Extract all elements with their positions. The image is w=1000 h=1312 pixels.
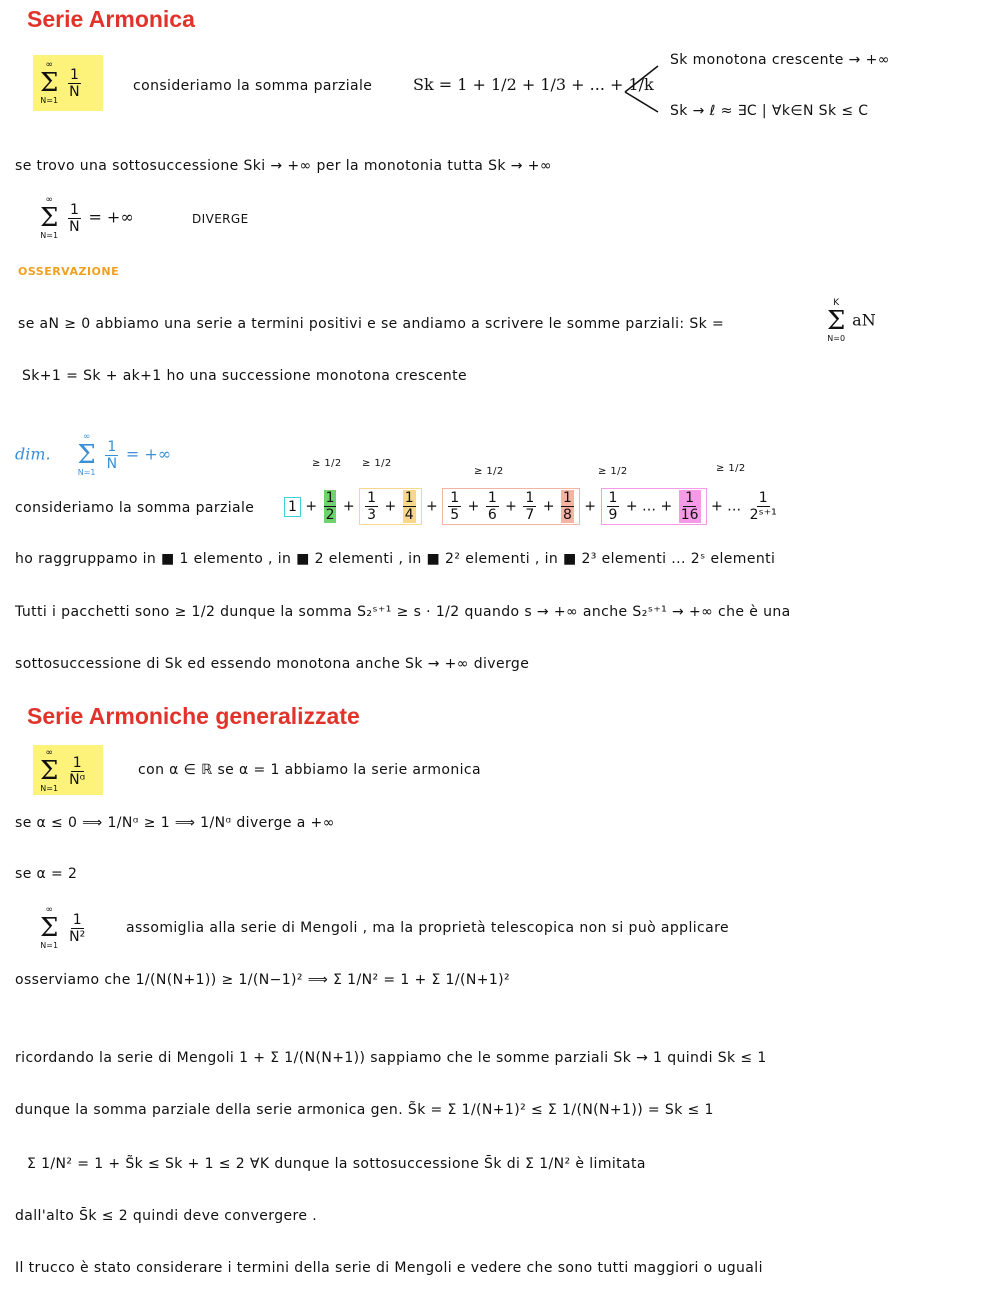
ge-half-1: ≥ 1/2 xyxy=(312,458,342,469)
dim-block: dim. ∞ Σ N=1 $\frac{1}{N}$ = +∞ xyxy=(15,432,172,477)
case-alpha-2: se α = 2 xyxy=(15,866,78,882)
diverge-label: DIVERGE xyxy=(192,212,249,226)
packets-line: Tutti i pacchetti sono ≥ 1/2 dunque la somma S₂ˢ⁺¹ ≥ s · 1/2 quando s → +∞ anche S₂ˢ⁺¹ → +∞ che è una xyxy=(15,604,791,620)
partial-gen-line: dunque la somma parziale della serie armonica gen. S̃k = Σ 1/(N+1)² ≤ Σ 1/(N(N+1)) = Sk ≤ 1 xyxy=(15,1102,714,1118)
bound-line-2: dall'alto S̄k ≤ 2 quindi deve convergere . xyxy=(15,1208,318,1224)
osservazione-label: OSSERVAZIONE xyxy=(18,265,120,278)
intro-text: consideriamo la somma parziale xyxy=(133,78,373,94)
case-alpha-le-0: se α ≤ 0 ⟹ 1/Nᵅ ≥ 1 ⟹ 1/Nᵅ diverge a +∞ xyxy=(15,815,335,831)
harmonic-series: ∞ Σ N=1 $\frac{1}{N}$ xyxy=(40,60,80,105)
obs-line2: Sk+1 = Sk + ak+1 ho una successione monotona crescente xyxy=(22,368,468,384)
branch-bottom: Sk → ℓ ≈ ∃C | ∀k∈N Sk ≤ C xyxy=(670,103,869,119)
ge-half-2: ≥ 1/2 xyxy=(362,458,392,469)
partial-sum-formula: Sk = 1 + 1/2 + 1/3 + ... + 1/k xyxy=(413,75,654,94)
compare-line: osserviamo che 1/(N(N+1)) ≥ 1/(N−1)² ⟹ Σ 1/N² = 1 + Σ 1/(N+1)² xyxy=(15,972,511,988)
obs-line1: se aN ≥ 0 abbiamo una serie a termini positivi e se andiamo a scrivere le somme parziali: Sk = xyxy=(18,316,725,332)
grouping-intro: consideriamo la somma parziale xyxy=(15,500,255,516)
bound-line: Σ 1/N² = 1 + S̃k ≤ Sk + 1 ≤ 2 ∀K dunque la sottosuccessione S̄k di Σ 1/N² è limitata xyxy=(27,1156,646,1172)
grouped-partial-sum: 1 + $\frac{1}{2}$ + $\frac{1}{3}$ + $\frac{1}{4}$ + $\frac{1}{5}$ + $\frac{1}{6}$ + $\frac{1}{7}$ + $\frac{1}{8}$ + $\frac{1}{9}$ + … + $\frac{1}{16}$ + … $\frac{1}{\text{2ˢ⁺¹}}$ xyxy=(284,488,781,525)
diverge-series: ∞ Σ N=1 $\frac{1}{N}$ = +∞ xyxy=(40,195,134,240)
recall-line: ricordando la serie di Mengoli 1 + Σ 1/(N(N+1)) sappiamo che le somme parziali Sk → 1 quindi Sk ≤ 1 xyxy=(15,1050,767,1066)
generalized-series: ∞ Σ N=1 $\frac{1}{\text{Nᵅ}}$ xyxy=(40,748,86,793)
series-1-over-n2: ∞ Σ N=1 $\frac{1}{\text{N²}}$ xyxy=(40,905,86,950)
section-title-generalizzate: Serie Armoniche generalizzate xyxy=(27,703,360,729)
subsequence-line: se trovo una sottosuccessione Ski → +∞ per la monotonia tutta Sk → +∞ xyxy=(15,158,552,174)
ge-half-5: ≥ 1/2 xyxy=(716,463,746,474)
section-title-serie-armonica: Serie Armonica xyxy=(27,6,195,32)
trick-line: Il trucco è stato considerare i termini della serie di Mengoli e vedere che sono tutti maggiori o uguali xyxy=(15,1260,763,1276)
ge-half-4: ≥ 1/2 xyxy=(598,466,628,477)
mengoli-note: assomiglia alla serie di Mengoli , ma la proprietà telescopica non si può applicare xyxy=(126,920,729,936)
alpha-line: con α ∈ ℝ se α = 1 abbiamo la serie armonica xyxy=(138,762,481,778)
ge-half-3: ≥ 1/2 xyxy=(474,466,504,477)
obs-sum: K Σ N=0 aN xyxy=(827,298,876,343)
grouping-line: ho raggruppamo in ■ 1 elemento , in ■ 2 elementi , in ■ 2² elementi , in ■ 2³ elementi ... 2ˢ elementi xyxy=(15,551,776,567)
branch-top: Sk monotona crescente → +∞ xyxy=(670,52,890,68)
conclusion-line: sottosuccessione di Sk ed essendo monotona anche Sk → +∞ diverge xyxy=(15,656,530,672)
